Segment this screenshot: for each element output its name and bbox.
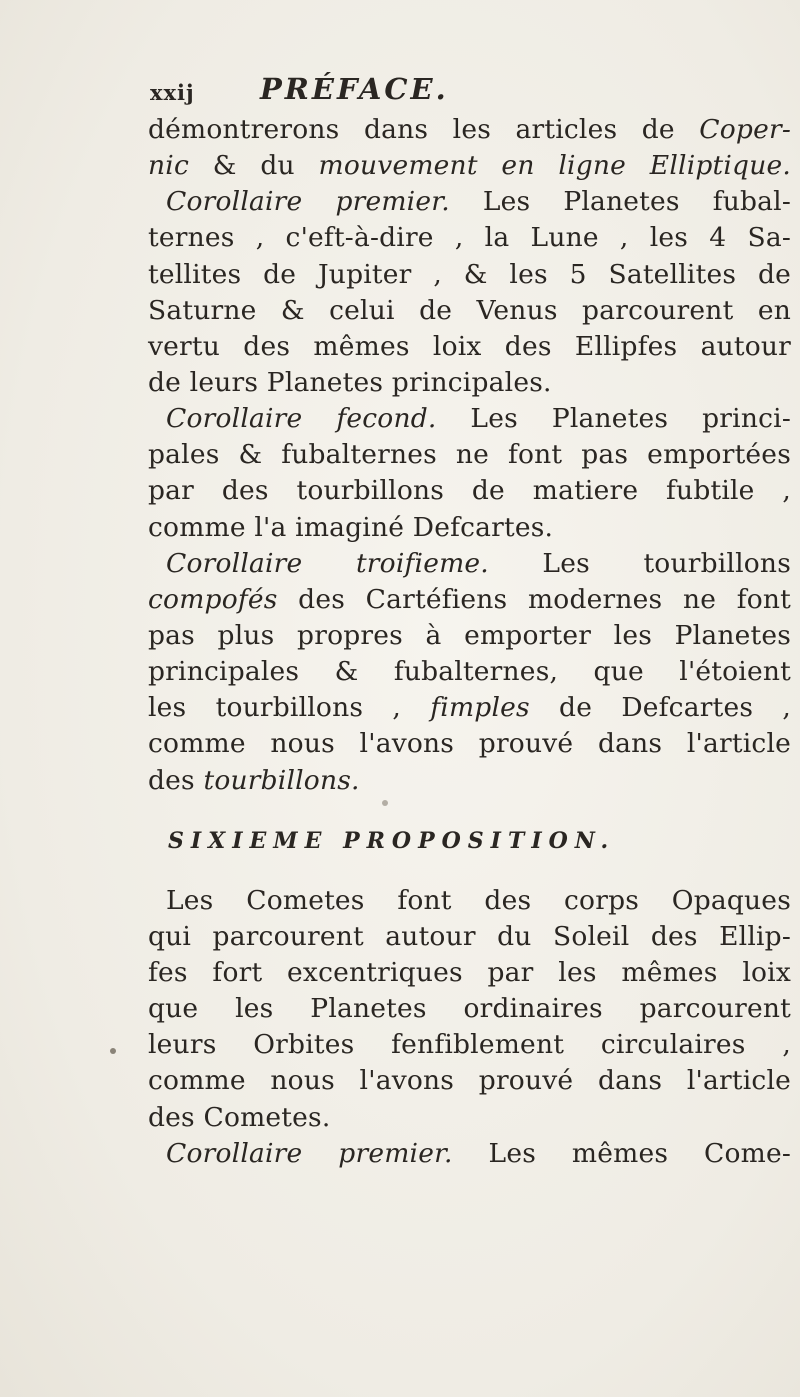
text-line [148,148,791,184]
text-run: par des tourbillons de matiere fubtile , [148,475,791,507]
text-line [148,618,791,654]
text-line [148,473,791,509]
text-run: démontrerons dans les articles de [148,114,700,145]
text-line [148,220,791,256]
text-line [148,365,791,401]
text-run: que les Planetes ordinaires parcourent [148,993,791,1025]
text-run: Les Planetes fubal- [449,186,791,218]
italic-run: mouvement en ligne Elliptique. [318,150,791,182]
text-line [148,546,791,582]
text-line [148,1063,791,1099]
margin-ink-mark [110,1048,116,1054]
italic-run: Corollaire premier. [166,186,450,218]
text-run: pales & fubalternes ne font pas emportées [148,439,791,471]
text-line [148,293,791,329]
text-line [148,690,791,726]
italic-run: nic [148,150,189,182]
italic-run: Corollaire fecond. [166,403,437,435]
text-run: principales & fubalternes, que l'étoient [148,656,791,688]
text-run: Les tourbillons [488,547,791,579]
text-line [148,763,791,799]
text-line [148,112,791,148]
text-line [148,184,791,220]
text-line [148,991,791,1027]
text-run: comme nous l'avons prouvé dans l'article [148,1065,791,1097]
text-line [148,883,791,919]
text-line [148,919,791,955]
text-run: leurs Orbites fenfiblement circulaires , [148,1029,791,1061]
text-run: vertu des mêmes loix des Ellipfes autour [148,330,791,362]
text-run: ternes , c'eft-à-dire , la Lune , les 4 Sa- [148,222,791,254]
text-line [148,955,791,991]
italic-run: fimples [430,692,530,724]
text-line [148,401,791,437]
text-run: & du [188,150,319,182]
running-title: PRÉFACE. [260,72,449,106]
section-heading [148,799,791,883]
text-line [148,1136,791,1172]
text-run: qui parcourent autour du Soleil des Ellip- [148,920,791,952]
text-line [148,582,791,618]
text-run: de Defcartes , [529,692,791,724]
text-run: Les mêmes Come- [452,1137,791,1169]
text-run: comme l'a imaginé Defcartes. [148,511,554,543]
italic-run: Corollaire premier. [166,1137,453,1169]
italic-run: Coper- [699,114,791,145]
page-header [150,72,710,112]
text-run: tellites de Jupiter , & les 5 Satellites de [148,258,791,290]
italic-run: Corollaire troifieme. [166,547,489,579]
text-line [148,437,791,473]
body-text [148,112,791,1172]
text-line [148,510,791,546]
text-line [148,257,791,293]
text-run: Les Planetes princi- [436,403,791,435]
text-line [148,654,791,690]
text-run: SIXIEME PROPOSITION. [168,827,616,854]
text-run: les tourbillons , [148,692,431,724]
text-run: des [148,764,204,796]
text-line [148,1027,791,1063]
text-run: pas plus propres à emporter les Planetes [148,619,791,651]
ink-dot-ornament [382,800,388,806]
text-run: Les Cometes font des corps Opaques [166,884,791,916]
text-line [148,1100,791,1136]
text-line [148,726,791,762]
text-run: fes fort excentriques par les mêmes loix [148,956,791,988]
text-run: comme nous l'avons prouvé dans l'article [148,728,791,760]
text-line [148,329,791,365]
italic-run: tourbillons. [203,764,360,796]
text-run: de leurs Planetes principales. [148,366,552,398]
text-run: des Cartéfiens modernes ne font [277,583,791,615]
italic-run: compofés [148,583,278,615]
text-run: des Cometes. [148,1101,331,1133]
text-run: Saturne & celui de Venus parcourent en [148,294,791,326]
folio-number: xxij [150,80,195,105]
